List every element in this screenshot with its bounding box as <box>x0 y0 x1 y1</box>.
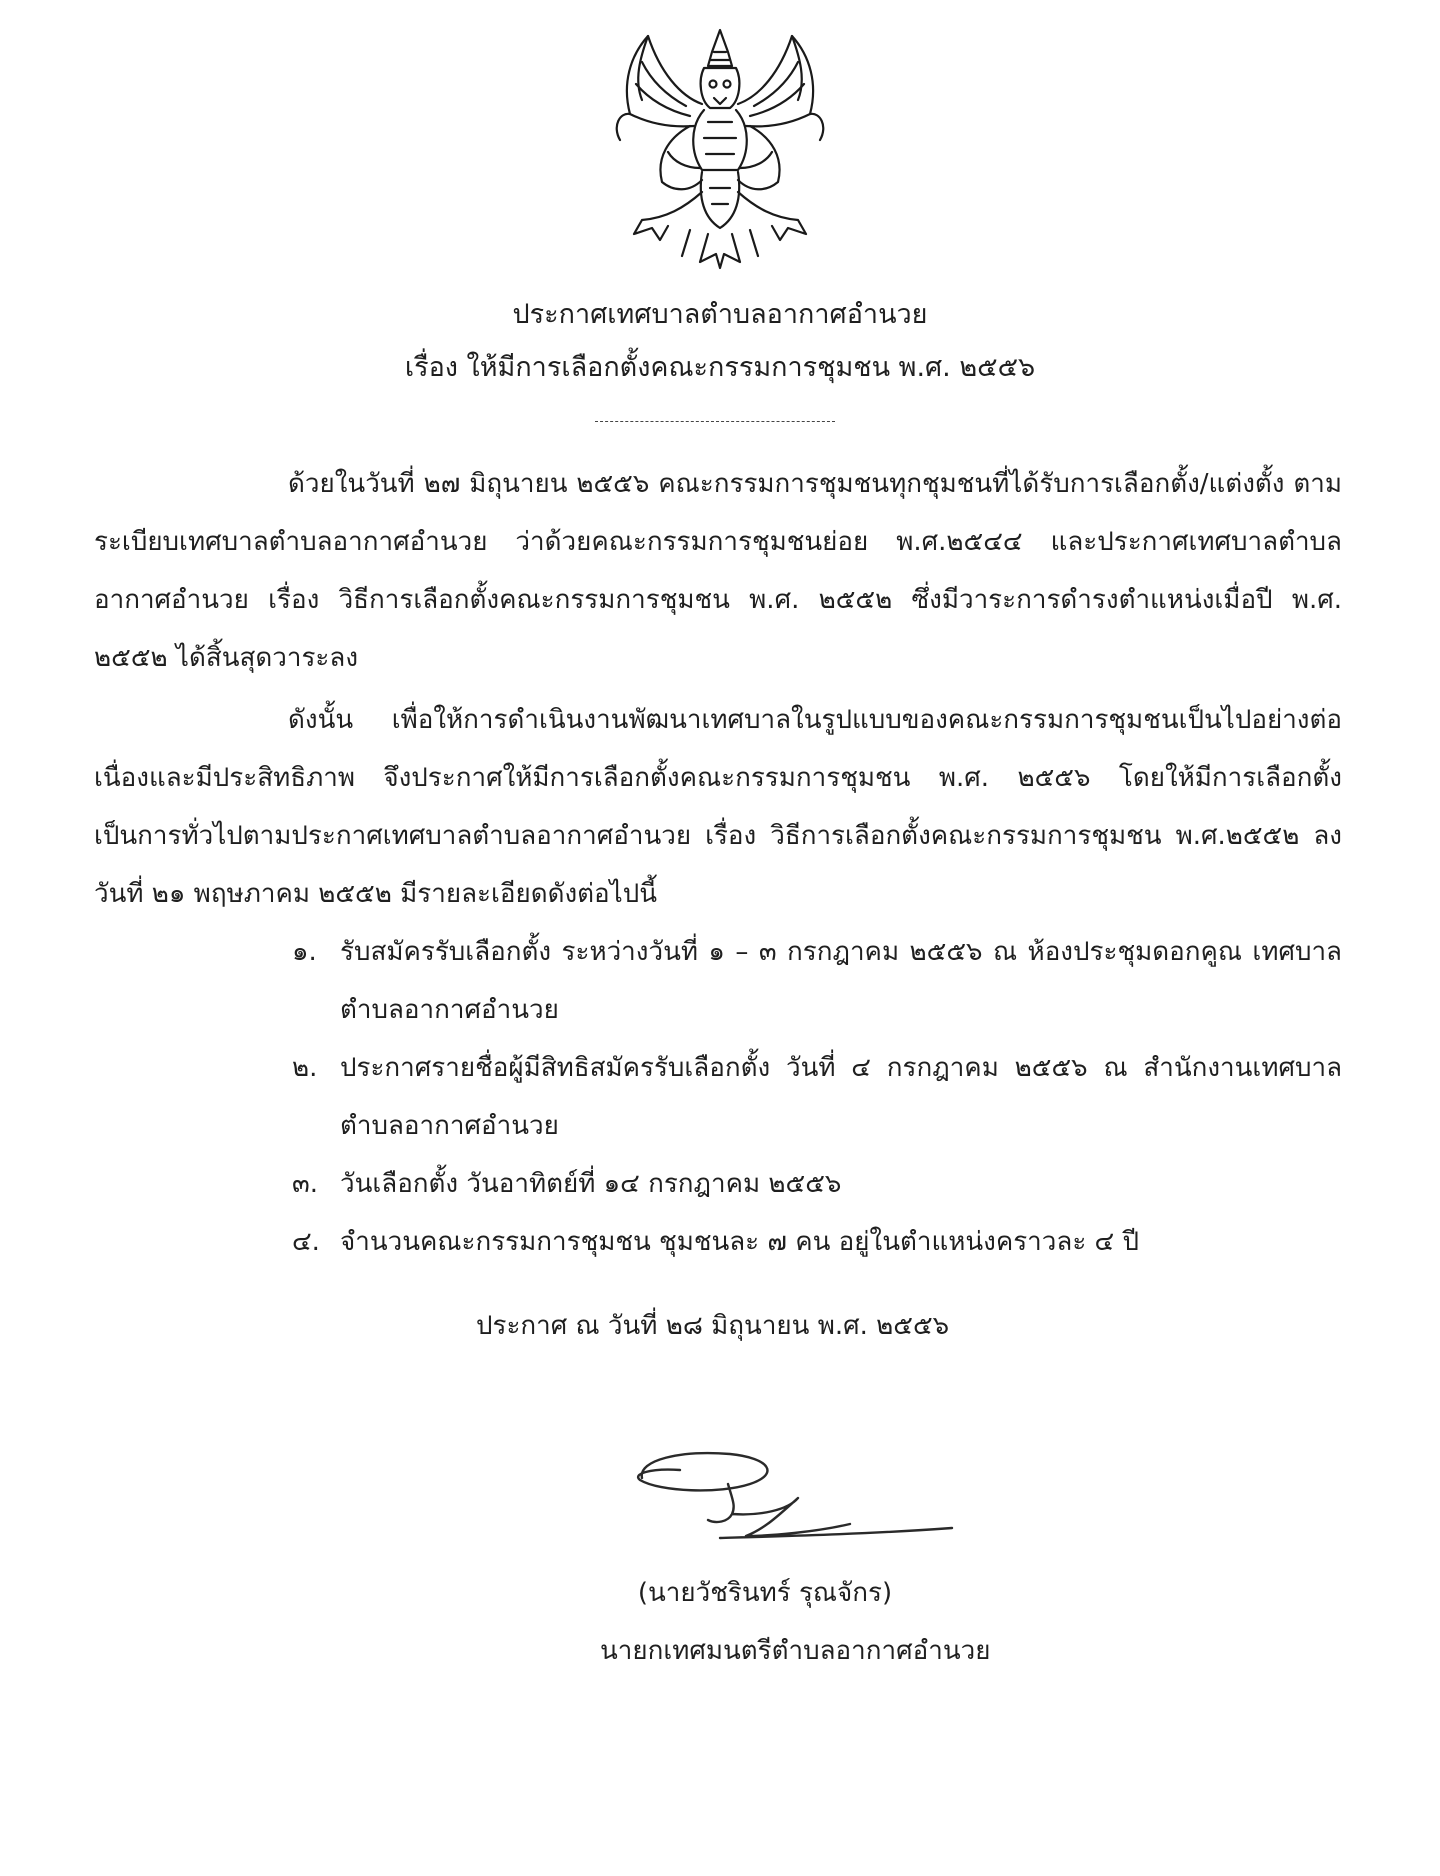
list-item-number: ๓. <box>292 1169 319 1199</box>
list-item-text: รับสมัครรับเลือกตั้ง ระหว่างวันที่ ๑ – ๓ กรกฎาคม ๒๕๕๖ ณ ห้องประชุมดอกคูณ เทศบาลตำบลอากาศอำนวย <box>340 937 1342 1025</box>
list-item-number: ๑. <box>292 937 317 967</box>
handwritten-signature <box>620 1440 960 1550</box>
list-item-text: ประกาศรายชื่อผู้มีสิทธิสมัครรับเลือกตั้ง วันที่ ๔ กรกฎาคม ๒๕๕๖ ณ สำนักงานเทศบาลตำบลอากาศอำนวย <box>340 1053 1342 1141</box>
list-item-number: ๒. <box>292 1053 318 1083</box>
title-divider <box>595 421 835 422</box>
list-item <box>292 1213 1342 1271</box>
list-item <box>292 923 1342 1039</box>
body-paragraph-2: ดังนั้น เพื่อให้การดำเนินงานพัฒนาเทศบาลในรูปแบบของคณะกรรมการชุมชนเป็นไปอย่างต่อเนื่องและมีประสิทธิภาพ จึงประกาศให้มีการเลือกตั้งคณะกรรมการชุมชน พ.ศ. ๒๕๕๖ โดยให้มีการเลือกตั้งเป็นการทั่วไปตามประกาศเทศบาลตำบลอากาศอำนวย เรื่อง วิธีการเลือกตั้งคณะกรรมการชุมชน พ.ศ.๒๕๕๒ ลงวันที่ ๒๑ พฤษภาคม ๒๕๕๒ มีรายละเอียดดังต่อไปนี้ <box>94 705 1342 909</box>
garuda-emblem-icon <box>590 22 850 272</box>
signer-name: (นายวัชรินทร์ รุณจักร) <box>637 1578 893 1608</box>
announcement-date: ประกาศ ณ วันที่ ๒๘ มิถุนายน พ.ศ. ๒๕๕๖ <box>476 1311 950 1341</box>
list-item-number: ๔. <box>292 1227 320 1257</box>
list-item-text: วันเลือกตั้ง วันอาทิตย์ที่ ๑๔ กรกฎาคม ๒๕๕๖ <box>340 1169 842 1199</box>
body-paragraph-1: ด้วยในวันที่ ๒๗ มิถุนายน ๒๕๕๖ คณะกรรมการชุมชนทุกชุมชนที่ได้รับการเลือกตั้ง/แต่งตั้ง ตามระเบียบเทศบาลตำบลอากาศอำนวย ว่าด้วยคณะกรรมการชุมชนย่อย พ.ศ.๒๕๔๔ และประกาศเทศบาลตำบลอากาศอำนวย เรื่อง วิธีการเลือกตั้งคณะกรรมการชุมชน พ.ศ. ๒๕๕๒ ซึ่งมีวาระการดำรงตำแหน่งเมื่อปี พ.ศ. ๒๕๕๒ ได้สิ้นสุดวาระลง <box>94 469 1342 673</box>
list-item <box>292 1039 1342 1155</box>
list-item <box>292 1155 1342 1213</box>
signer-position: นายกเทศมนตรีตำบลอากาศอำนวย <box>600 1636 991 1666</box>
document-title: ประกาศเทศบาลตำบลอากาศอำนวย <box>512 299 928 330</box>
list-item-text: จำนวนคณะกรรมการชุมชน ชุมชนละ ๗ คน อยู่ในตำแหน่งคราวละ ๔ ปี <box>340 1227 1139 1257</box>
document-subject: เรื่อง ให้มีการเลือกตั้งคณะกรรมการชุมชน พ.ศ. ๒๕๕๖ <box>404 352 1036 383</box>
